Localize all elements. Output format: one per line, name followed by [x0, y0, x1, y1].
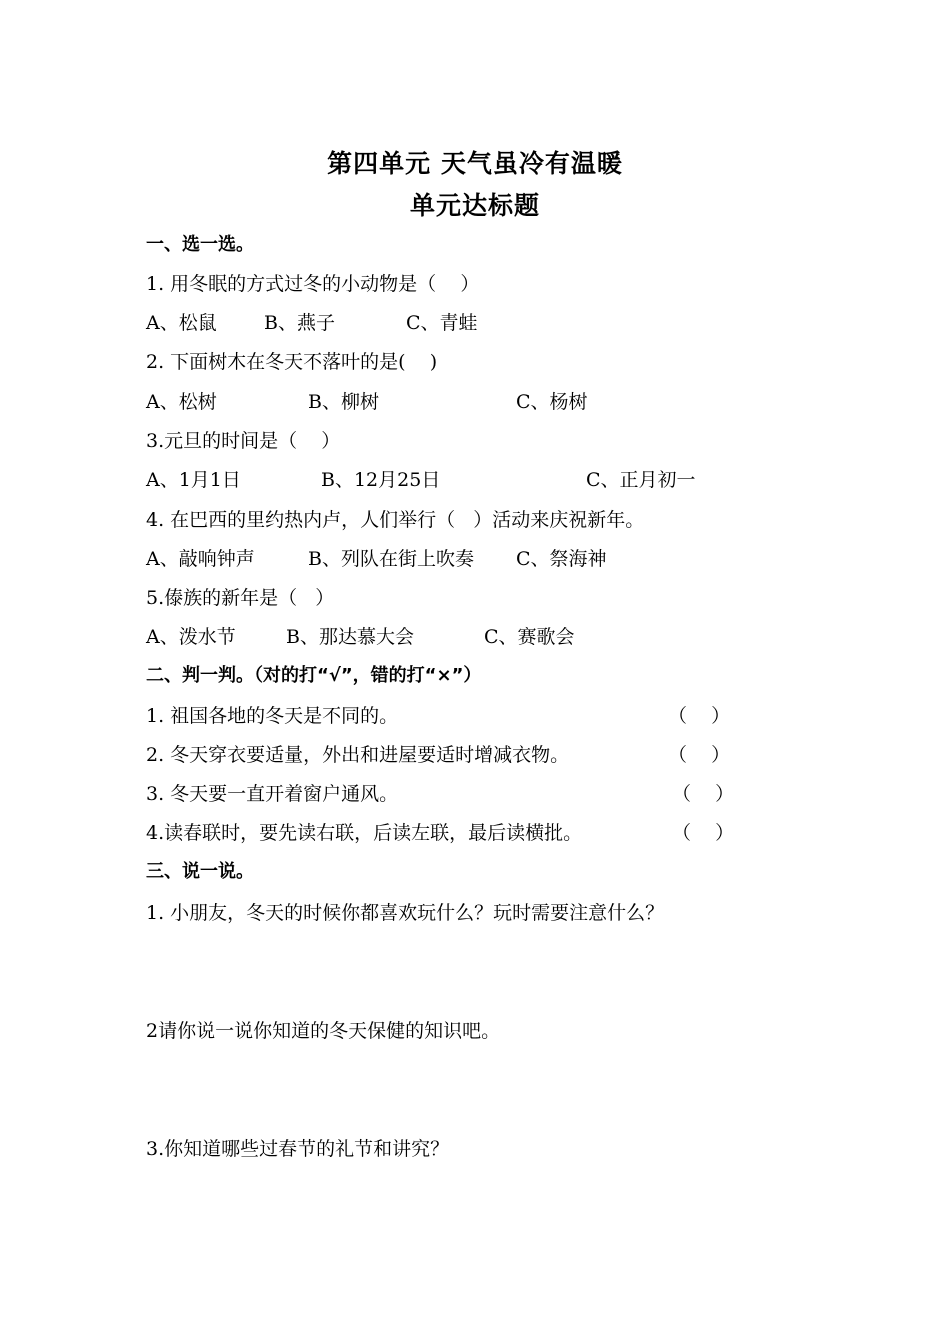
q1-option-b: B、燕子 [264, 312, 335, 334]
question-5: 5.傣族的新年是（ ） [146, 587, 335, 609]
judge-item-1: 1. 祖国各地的冬天是不同的。 [146, 705, 399, 727]
section2-heading: 二、判一判。（对的打“√”，错的打“×”） [146, 665, 482, 686]
judge-item-4: 4.读春联时，要先读右联，后读左联，最后读横批。 [146, 822, 583, 844]
judge-item-3-parens: （ ） [672, 783, 735, 805]
q2-option-a: A、松树 [146, 391, 217, 413]
q4-option-c: C、祭海神 [516, 548, 607, 570]
question-1: 1. 用冬眠的方式过冬的小动物是（ ） [146, 273, 480, 295]
q4-option-a: A、敲响钟声 [146, 548, 255, 570]
judge-item-2-parens: （ ） [668, 744, 731, 766]
page-title: 第四单元 天气虽冷有温暖 [327, 149, 623, 178]
q2-option-b: B、柳树 [308, 391, 379, 413]
q3-option-b: B、12月25日 [321, 469, 441, 491]
q5-option-c: C、赛歌会 [484, 626, 575, 648]
question-2: 2. 下面树木在冬天不落叶的是( ) [146, 351, 438, 373]
discuss-question-1: 1. 小朋友，冬天的时候你都喜欢玩什么？玩时需要注意什么？ [146, 902, 665, 924]
q5-option-b: B、那达慕大会 [286, 626, 414, 648]
q3-option-a: A、1月1日 [146, 469, 241, 491]
q1-option-a: A、松鼠 [146, 312, 217, 334]
discuss-question-3: 3.你知道哪些过春节的礼节和讲究？ [146, 1138, 450, 1160]
section1-heading: 一、选一选。 [146, 234, 254, 255]
judge-item-2: 2. 冬天穿衣要适量，外出和进屋要适时增减衣物。 [146, 744, 570, 766]
q3-option-c: C、正月初一 [586, 469, 696, 491]
q2-option-c: C、杨树 [516, 391, 588, 413]
judge-item-1-parens: （ ） [668, 705, 731, 727]
question-4: 4. 在巴西的里约热内卢，人们举行（ ）活动来庆祝新年。 [146, 509, 645, 531]
page-subtitle: 单元达标题 [409, 191, 540, 220]
discuss-question-2: 2请你说一说你知道的冬天保健的知识吧。 [146, 1020, 501, 1042]
judge-item-4-parens: （ ） [672, 822, 735, 844]
question-3: 3.元旦的时间是（ ） [146, 430, 341, 452]
q4-option-b: B、列队在街上吹奏 [308, 548, 474, 570]
q5-option-a: A、泼水节 [146, 626, 236, 648]
judge-item-3: 3. 冬天要一直开着窗户通风。 [146, 783, 399, 805]
q1-option-c: C、青蛙 [406, 312, 478, 334]
section3-heading: 三、说一说。 [146, 861, 254, 882]
